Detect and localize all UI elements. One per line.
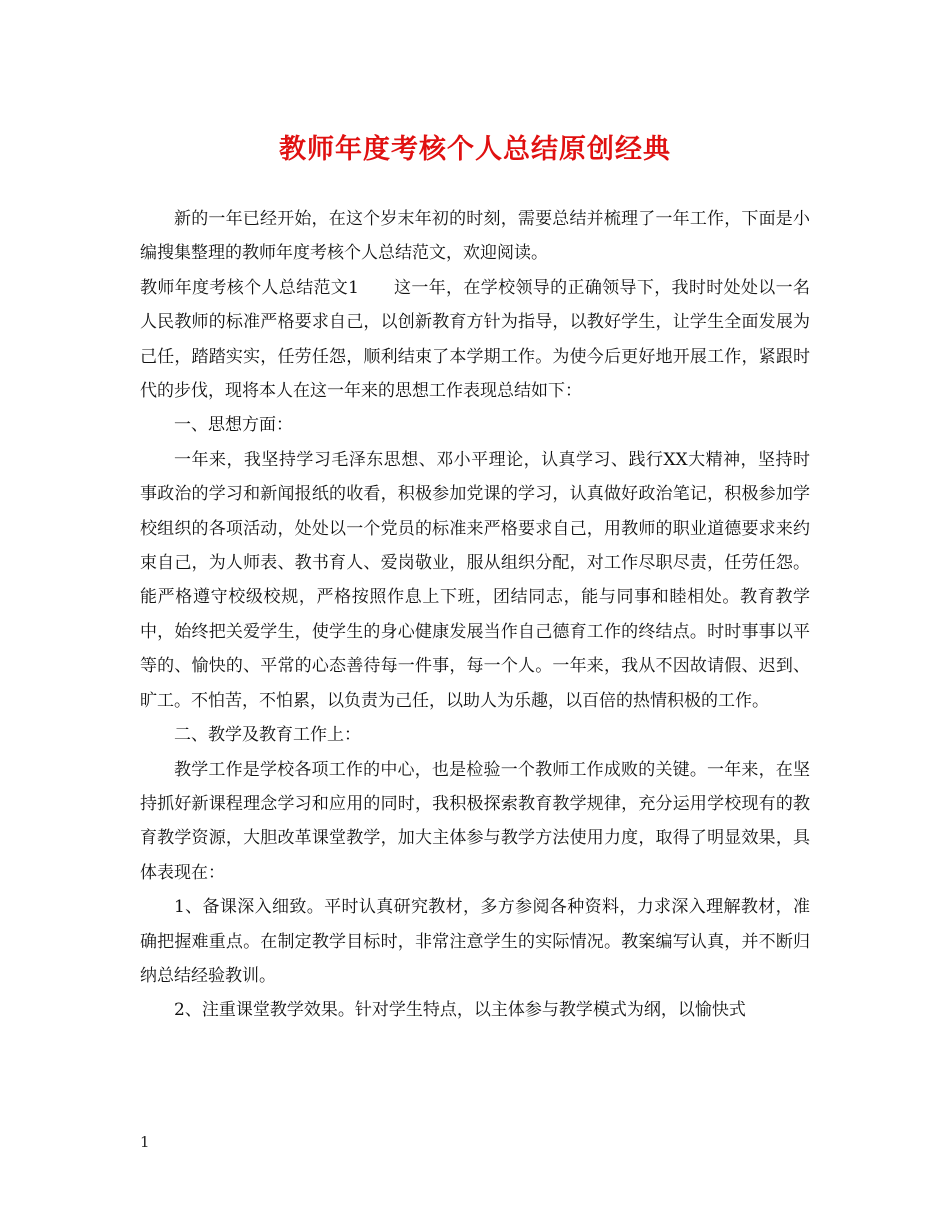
teaching-paragraph: 教学工作是学校各项工作的中心，也是检验一个教师工作成败的关键。一年来，在坚持抓好新课程理念学习和应用的同时，我积极探索教育教学规律，充分运用学校现有的教育教学资源，大胆改革课堂教学，加大主体参与教学方法使用力度，取得了明显效果，具体表现在： (140, 759, 810, 883)
document-title: 教师年度考核个人总结原创经典 (279, 134, 671, 165)
section-heading-thought: 一、思想方面： (174, 415, 293, 436)
thought-paragraph: 一年来，我坚持学习毛泽东思想、邓小平理论，认真学习、践行XX大精神，坚持时事政治的学习和新闻报纸的收看，积极参加党课的学习，认真做好政治笔记，积极参加学校组织的各项活动，处处以一个党员的标准来严格要求自己，用教师的职业道德要求来约束自己，为人师表、教书育人、爱岗敬业，服从组织分配，对工作尽职尽责，任劳任怨。能严格遵守校级校规，严格按照作息上下班，团结同志，能与同事和睦相处。教育教学中，始终把关爱学生，使学生的身心健康发展当作自己德育工作的终结点。时时事事以平等的、愉快的、平常的心态善待每一件事，每一个人。一年来，我从不因故请假、迟到、旷工。不怕苦，不怕累，以负责为己任，以助人为乐趣，以百倍的热情积极的工作。 (140, 449, 810, 711)
sample-1-paragraph: 教师年度考核个人总结范文1 这一年，在学校领导的正确领导下，我时时处处以一名人民教师的标准严格要求自己，以创新教育方针为指导，以教好学生，让学生全面发展为己任，踏踏实实，任劳任怨，顺利结束了本学期工作。为使今后更好地开展工作，紧跟时代的步伐，现将本人在这一年来的思想工作表现总结如下： (140, 277, 810, 402)
page-number: 1 (140, 1133, 150, 1151)
intro-paragraph: 新的一年已经开始，在这个岁末年初的时刻，需要总结并梳理了一年工作，下面是小编搜集整理的教师年度考核个人总结范文，欢迎阅读。 (140, 209, 810, 264)
lesson-prep-paragraph: 1、备课深入细致。平时认真研究教材，多方参阅各种资料，力求深入理解教材，准确把握难重点。在制定教学目标时，非常注意学生的实际情况。教案编写认真，并不断归纳总结经验教训。 (140, 897, 810, 986)
section-heading-teaching: 二、教学及教育工作上： (174, 725, 361, 746)
document-body (140, 202, 810, 1028)
classroom-effect-paragraph: 2、注重课堂教学效果。针对学生特点，以主体参与教学模式为纲，以愉快式 (174, 1000, 746, 1021)
